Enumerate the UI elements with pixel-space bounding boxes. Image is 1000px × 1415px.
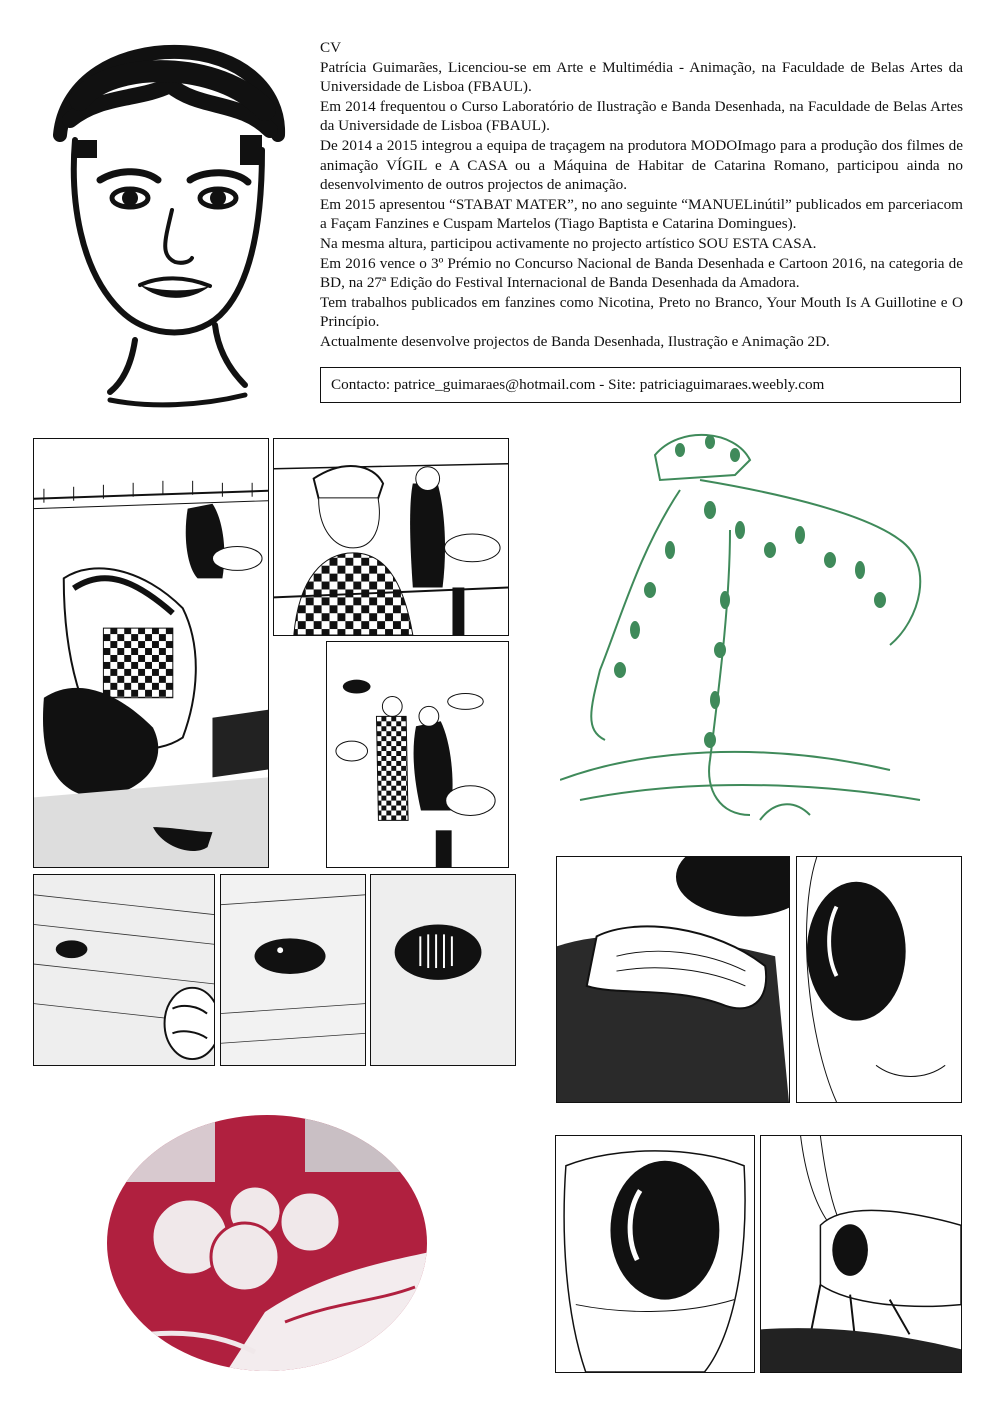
comic-panel-hands bbox=[556, 856, 790, 1103]
comic-panel-grasshopper bbox=[760, 1135, 962, 1373]
red-illustration-onions bbox=[105, 1112, 430, 1374]
comic-panel-grasshopper-eye bbox=[555, 1135, 755, 1373]
cv-heading: CV bbox=[320, 39, 342, 56]
cv-paragraph: Actualmente desenvolve projectos de Banda Desenhada, Ilustração e Animação 2D. bbox=[320, 332, 830, 350]
cv-text bbox=[320, 38, 963, 352]
comic-panel-pig-eye bbox=[220, 874, 366, 1066]
contact-text: Contacto: patrice_guimaraes@hotmail.com - Site: patriciaguimaraes.weebly.com bbox=[331, 376, 825, 393]
cv-paragraph: Em 2014 frequentou o Curso Laboratório de Ilustração e Banda Desenhada, na Faculdade de Belas Artes da Universidade de Lisboa (FBAUL). bbox=[320, 97, 963, 135]
self-portrait-drawing bbox=[40, 40, 290, 415]
comic-panel-pig-face bbox=[33, 874, 215, 1066]
comic-panel-pigs-field bbox=[326, 641, 509, 868]
comic-panel-insect-eye bbox=[796, 856, 962, 1103]
cv-paragraph: Na mesma altura, participou activamente no projecto artístico SOU ESTA CASA. bbox=[320, 234, 817, 252]
green-illustration-kneeling-figure bbox=[560, 420, 945, 850]
cv-paragraph: Em 2016 vence o 3º Prémio no Concurso Nacional de Banda Desenhada e Cartoon 2016, na categoria de BD, na 27ª Edição do Festival Internacional de Banda Desenhada da Amadora. bbox=[320, 254, 963, 292]
comic-panel-man-woman bbox=[273, 438, 509, 636]
comic-panel-eye-reflection bbox=[370, 874, 516, 1066]
cv-paragraph: Tem trabalhos publicados em fanzines como Nicotina, Preto no Branco, Your Mouth Is A Guillotine e O Princípio. bbox=[320, 293, 963, 331]
cv-paragraph: De 2014 a 2015 integrou a equipa de traçagem na produtora MODOImago para a produção dos filmes de animação VÍGIL e A CASA ou a Máquina de Habitar de Catarina Romano, participou ainda no desenvolvimento de outros projectos de animação. bbox=[320, 136, 963, 194]
cv-paragraph: Em 2015 apresentou “STABAT MATER”, no ano seguinte “MANUELinútil” publicados em parceriacom a Façam Fanzines e Cuspam Martelos (Tiago Baptista e Catarina Domingues). bbox=[320, 195, 963, 233]
cv-paragraph: Patrícia Guimarães, Licenciou-se em Arte e Multimédia - Animação, na Faculdade de Belas Artes da Universidade de Lisboa (FBAUL). bbox=[320, 58, 963, 96]
comic-panel-farmer-pig bbox=[33, 438, 269, 868]
contact-box bbox=[320, 367, 961, 403]
